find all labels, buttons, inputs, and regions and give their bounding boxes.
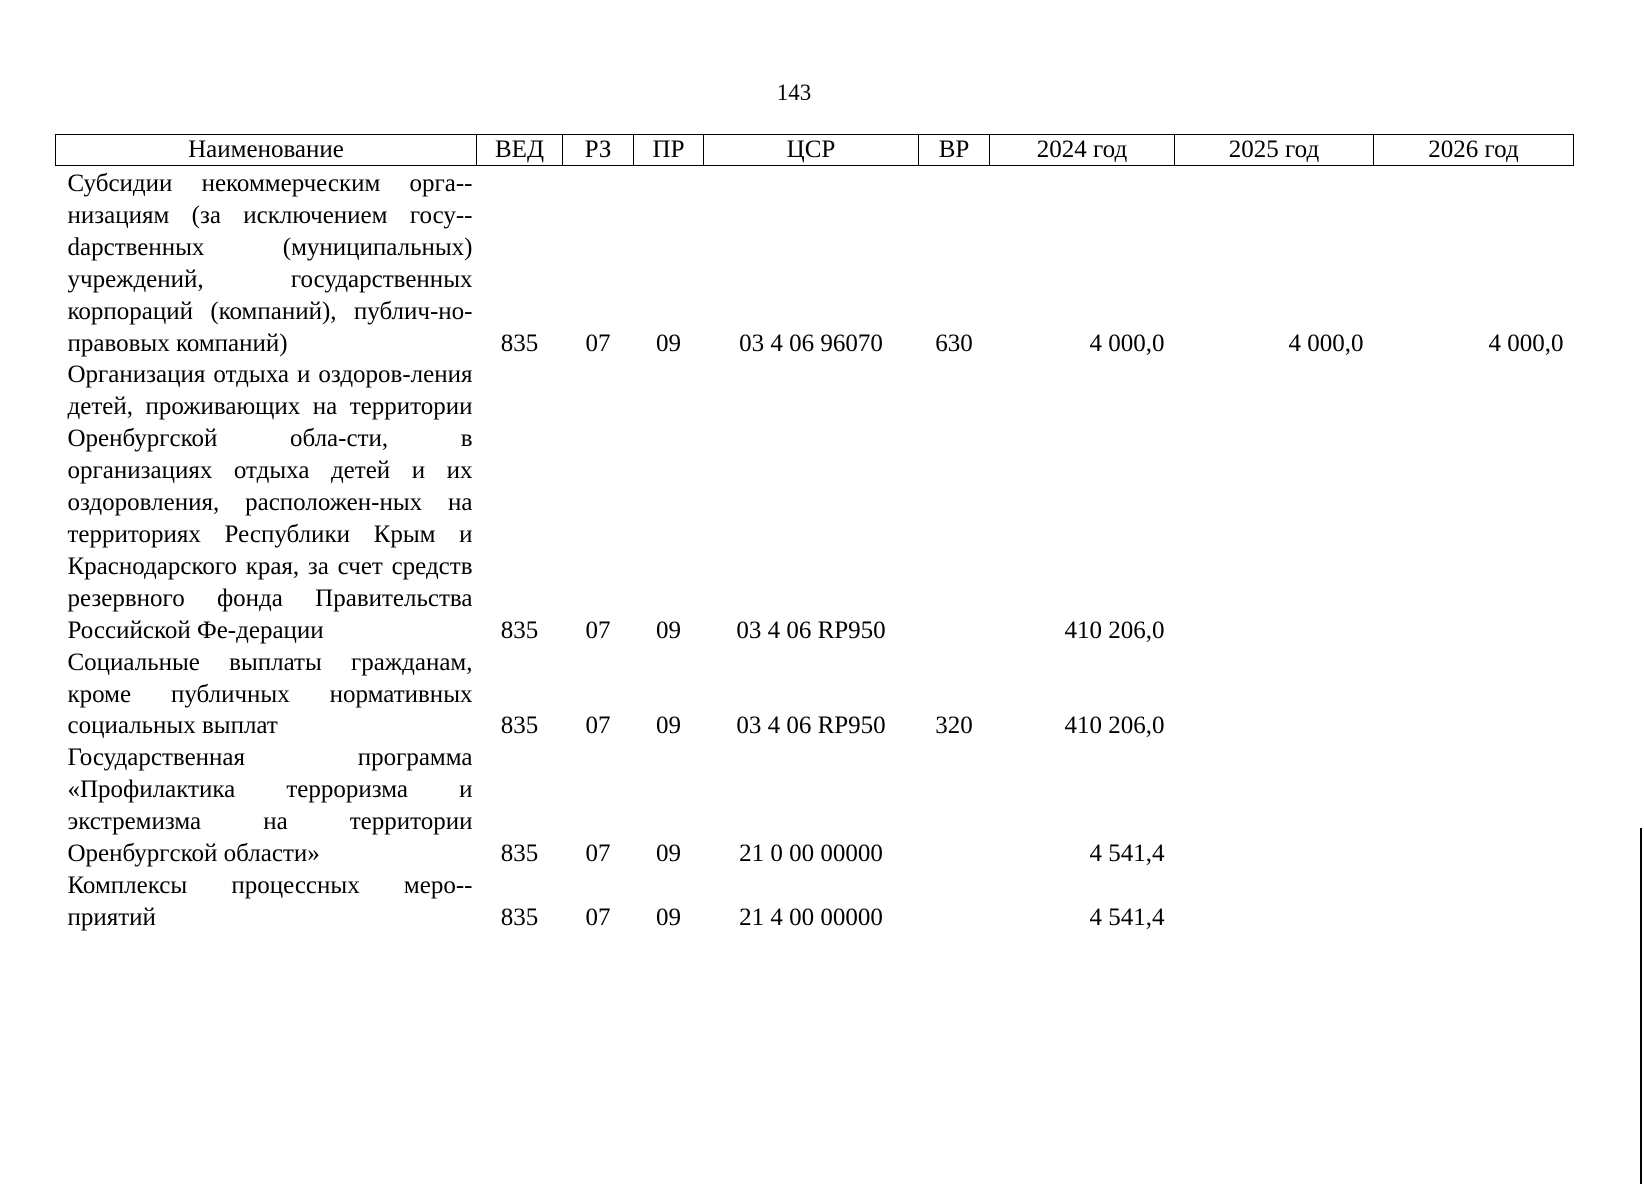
row-2026: 4 000,0 xyxy=(1488,329,1564,357)
row-ved: 835 xyxy=(500,329,539,357)
row-ved: 835 xyxy=(500,840,539,868)
row-rz: 07 xyxy=(585,840,611,868)
row-2024: 4 541,4 xyxy=(1089,840,1165,868)
row-2025 xyxy=(1175,870,1374,934)
row-rz: 07 xyxy=(585,712,611,740)
row-2026 xyxy=(1374,742,1574,870)
row-csr: 03 4 06 RP950 xyxy=(736,616,886,644)
header-2024: 2024 год xyxy=(990,135,1175,166)
table-header-row xyxy=(56,135,1574,166)
row-name: Социальные выплаты гражданам, кроме публичных нормативных социальных выплат xyxy=(67,648,473,740)
row-2024: 410 206,0 xyxy=(1064,616,1165,644)
row-name: Государственная программа «Профилактика терроризма и экстремизма на территории Оренбургской области» xyxy=(67,744,473,868)
row-2025 xyxy=(1175,647,1374,743)
header-pr: ПР xyxy=(634,135,704,166)
row-rz: 07 xyxy=(585,329,611,357)
row-name: Комплексы процессных меро-приятий xyxy=(67,871,473,931)
table-row xyxy=(56,742,1574,870)
scan-edge-mark xyxy=(1640,828,1642,1184)
row-ved: 835 xyxy=(500,903,539,931)
table-row xyxy=(56,870,1574,934)
row-vr xyxy=(919,359,990,646)
row-csr: 21 0 00 00000 xyxy=(739,840,883,868)
row-csr: 21 4 00 00000 xyxy=(739,903,883,931)
row-2025 xyxy=(1175,359,1374,646)
header-name: Наименование xyxy=(56,135,477,166)
row-vr: 320 xyxy=(935,712,973,740)
row-ved: 835 xyxy=(500,712,539,740)
table-row xyxy=(56,647,1574,743)
row-name: Субсидии некоммерческим орга-низациям (за исключением госу-dарственных (муниципальных) учреждений, государственных корпораций (компаний), публич-но-правовых компаний) xyxy=(67,170,473,357)
page-number: 143 xyxy=(776,80,812,105)
row-2025 xyxy=(1175,742,1374,870)
row-rz: 07 xyxy=(585,903,611,931)
header-ved: ВЕД xyxy=(477,135,563,166)
header-csr: ЦСР xyxy=(704,135,919,166)
row-2024: 4 541,4 xyxy=(1089,903,1165,931)
row-vr xyxy=(919,870,990,934)
budget-table xyxy=(55,134,1574,934)
row-vr: 630 xyxy=(935,329,973,357)
row-vr xyxy=(919,742,990,870)
row-pr: 09 xyxy=(656,616,681,644)
row-name: Организация отдыха и оздоров-ления детей, проживающих на территории Оренбургской обла-сти, в организациях отдыха детей и их оздоровления, расположен-ных на территориях Республики Крым и Краснодарского края, за счет средств резервного фонда Правительства Российской Фе-дерации xyxy=(67,361,473,644)
table-row xyxy=(56,359,1574,646)
header-2026: 2026 год xyxy=(1374,135,1574,166)
header-2025: 2025 год xyxy=(1175,135,1374,166)
row-csr: 03 4 06 96070 xyxy=(739,329,883,357)
table-row xyxy=(56,166,1574,360)
row-pr: 09 xyxy=(656,712,681,740)
row-2026 xyxy=(1374,647,1574,743)
header-vr: ВР xyxy=(919,135,990,166)
row-2026 xyxy=(1374,870,1574,934)
row-rz: 07 xyxy=(585,616,611,644)
row-2025: 4 000,0 xyxy=(1288,329,1364,357)
row-2026 xyxy=(1374,359,1574,646)
row-2024: 410 206,0 xyxy=(1064,712,1165,740)
row-csr: 03 4 06 RP950 xyxy=(736,712,886,740)
header-rz: РЗ xyxy=(563,135,634,166)
row-pr: 09 xyxy=(656,840,681,868)
row-pr: 09 xyxy=(656,903,681,931)
row-pr: 09 xyxy=(656,329,681,357)
row-2024: 4 000,0 xyxy=(1089,329,1165,357)
row-ved: 835 xyxy=(500,616,539,644)
